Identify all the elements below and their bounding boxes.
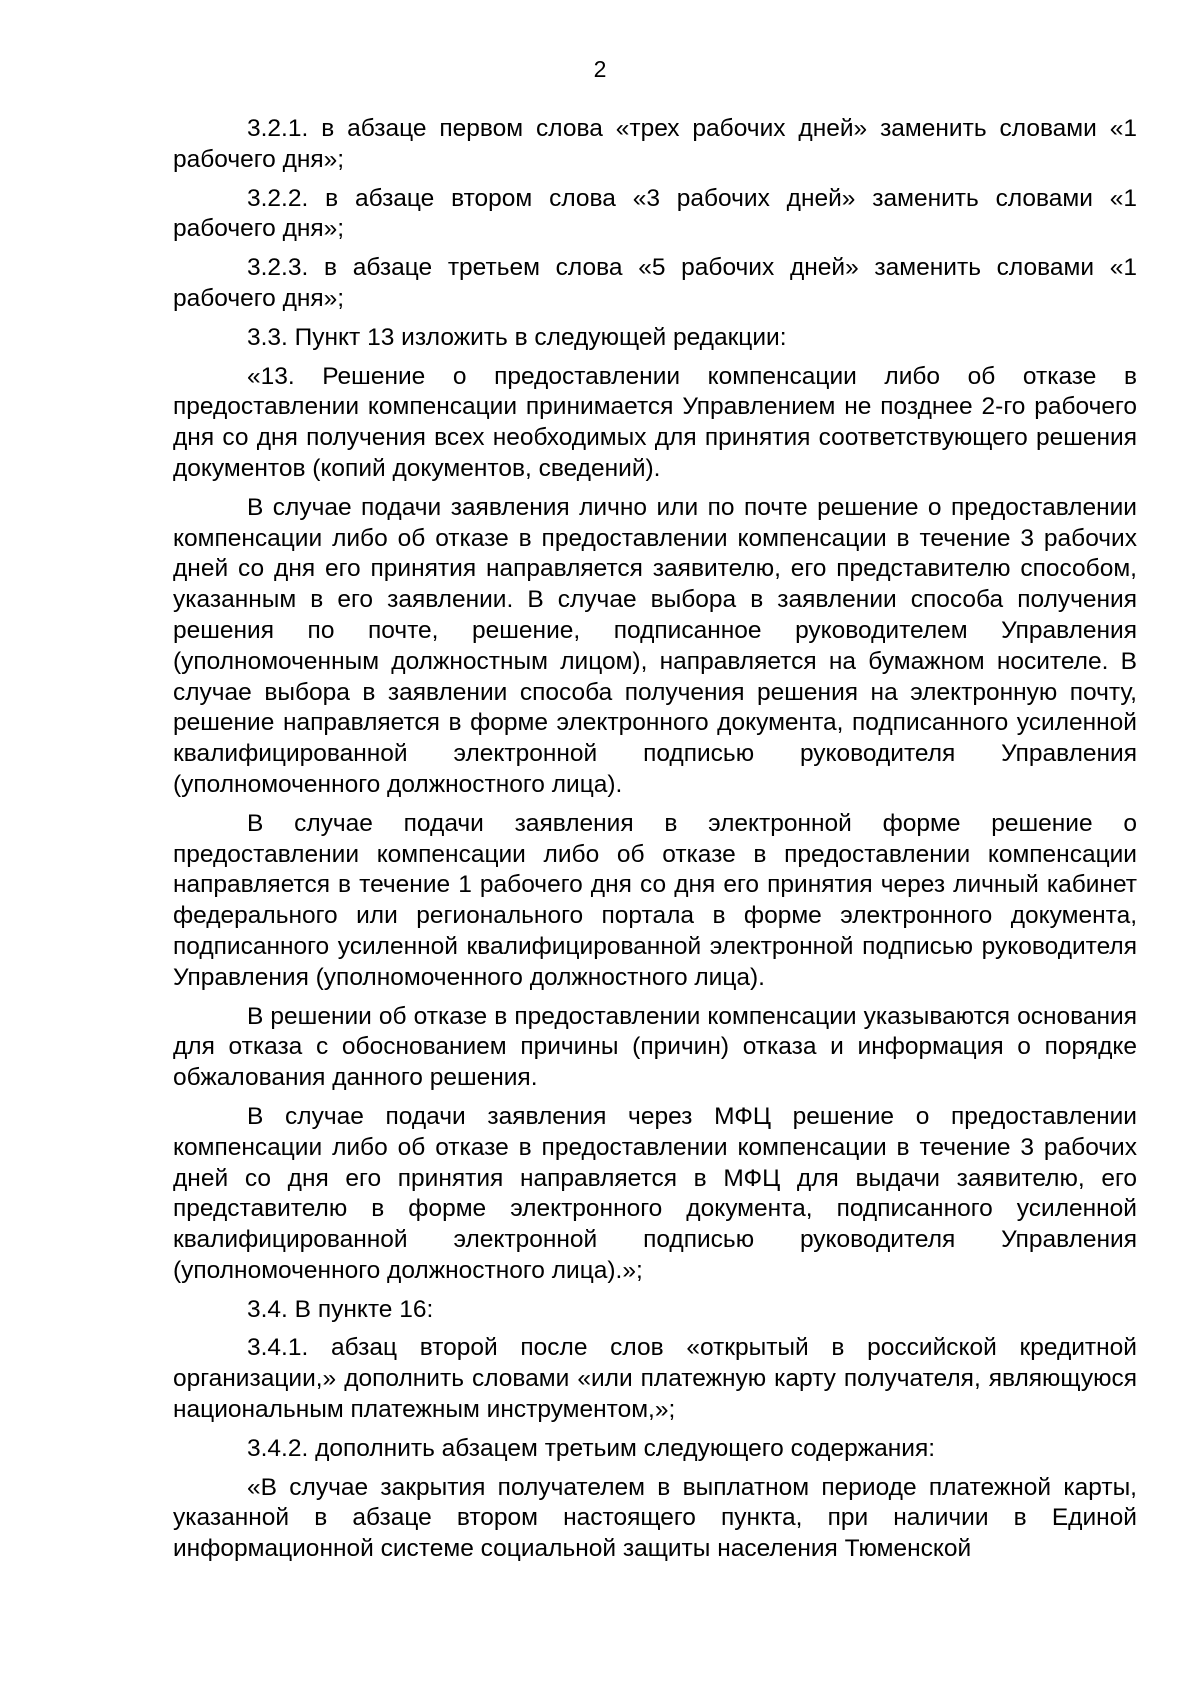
paragraph-card-closure: «В случае закрытия получателем в выплатном периоде платежной карты, указанной в абзаце втором настоящего пункта, при наличии в Единой информационной системе социальной защиты населения Тюменской [173, 1473, 1137, 1563]
paragraph-3-4: 3.4. В пункте 16: [247, 1295, 434, 1323]
page-number: 2 [593, 56, 607, 82]
paragraph-3-2-1: 3.2.1. в абзаце первом слова «трех рабочих дней» заменить словами «1 рабочего дня»; [173, 115, 1137, 173]
paragraph-refusal-grounds: В решении об отказе в предоставлении компенсации указываются основания для отказа с обоснованием причины (причин) отказа и информация о порядке обжалования данного решения. [173, 1002, 1137, 1092]
paragraph-electronic-form: В случае подачи заявления в электронной форме решение о предоставлении компенсации либо об отказе в предоставлении компенсации направляется в течение 1 рабочего дня со дня его принятия через личный кабинет федерального или регионального портала в форме электронного документа, подписанного усиленной квалифицированной электронной подписью руководителя Управления (уполномоченного должностного лица). [173, 809, 1137, 991]
paragraph-3-3: 3.3. Пункт 13 изложить в следующей редакции: [247, 323, 787, 351]
paragraph-3-4-1: 3.4.1. абзац второй после слов «открытый в российской кредитной организации,» дополнить словами «или платежную карту получателя, являющуюся национальным платежным инструментом,»; [173, 1334, 1137, 1424]
paragraph-mfc: В случае подачи заявления через МФЦ решение о предоставлении компенсации либо об отказе в предоставлении компенсации в течение 3 рабочих дней со дня его принятия направляется в МФЦ для выдачи заявителю, его представителю в форме электронного документа, подписанного усиленной квалифицированной электронной подписью руководителя Управления (уполномоченного должностного лица).»; [173, 1102, 1137, 1284]
paragraph-13-decision: «13. Решение о предоставлении компенсации либо об отказе в предоставлении компенсации принимается Управлением не позднее 2-го рабочего дня со дня получения всех необходимых для принятия соответствующего решения документов (копий документов, сведений). [173, 362, 1137, 482]
paragraph-3-2-3: 3.2.3. в абзаце третьем слова «5 рабочих дней» заменить словами «1 рабочего дня»; [173, 254, 1137, 312]
paragraph-3-2-2: 3.2.2. в абзаце втором слова «3 рабочих дней» заменить словами «1 рабочего дня»; [173, 184, 1137, 243]
paragraph-in-person-or-mail: В случае подачи заявления лично или по почте решение о предоставлении компенсации либо об отказе в предоставлении компенсации в течение 3 рабочих дней со дня его принятия направляется заявителю, его представителю способом, указанным в его заявлении. В случае выбора в заявлении способа получения решения по почте, решение, подписанное руководителем Управления (уполномоченным должностным лицом), направляется на бумажном носителе. В случае выбора в заявлении способа получения решения на электронную почту, решение направляется в форме электронного документа, подписанного усиленной квалифицированной электронной подписью руководителя Управления (уполномоченного должностного лица). [173, 493, 1137, 798]
document-body [173, 114, 1137, 1573]
paragraph-3-4-2: 3.4.2. дополнить абзацем третьим следующего содержания: [247, 1434, 936, 1462]
